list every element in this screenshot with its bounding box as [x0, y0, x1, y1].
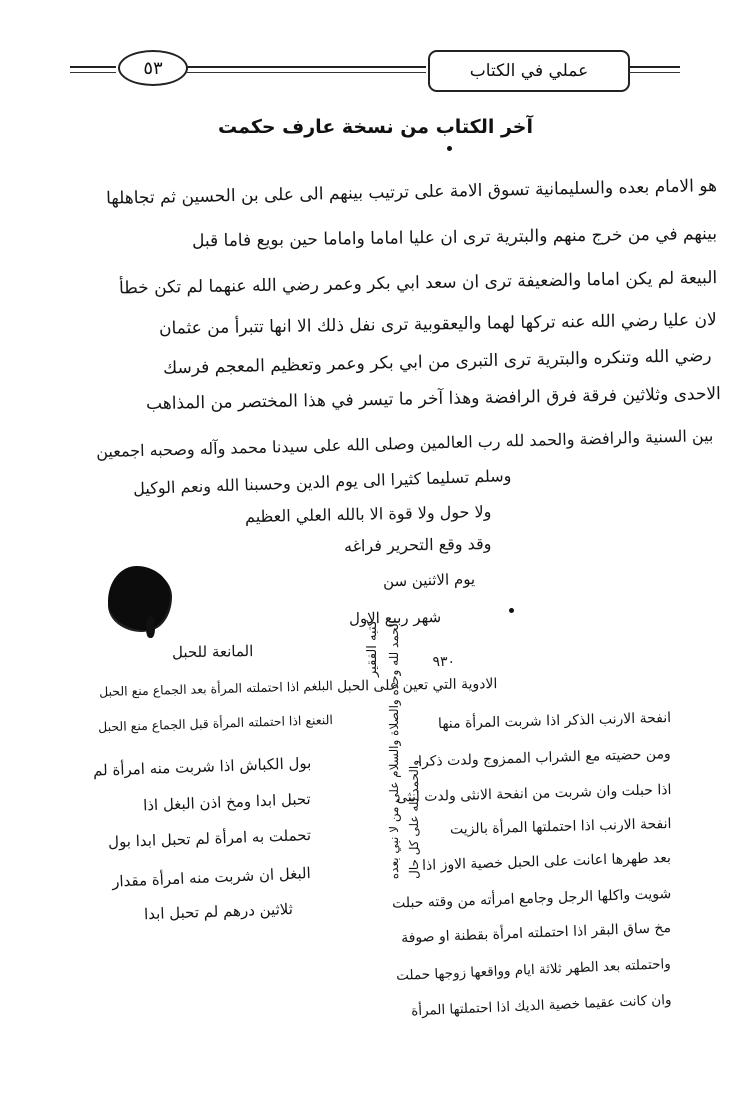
margin-note-line: والحمد لله على كل حال: [407, 760, 421, 879]
section-title: آخر الكتاب من نسخة عارف حكمت: [217, 116, 534, 138]
margin-note-line: كتبه الفقير: [365, 620, 380, 677]
manuscript-line: الاحدى وثلاثين فرقة فرق الرافضة وهذا آخر ما تيسر في هذا المختصر من المذاهب: [146, 384, 722, 415]
manuscript-line: رضي الله وتنكره والبترية ترى التبرى من ابي بكر وعمر وتعظيم المعجم فرسك: [162, 346, 712, 379]
right-note-line: شويت واكلها الرجل وجامع امرأته من وقته حبلت: [391, 886, 672, 912]
margin-note-line: الحمد لله وحده والصلاة والسلام على من لا نبي بعده: [387, 620, 401, 880]
book-title: عملي في الكتاب: [428, 50, 630, 92]
left-note-line: ثلاثين درهم لم تحبل ابدا: [143, 900, 294, 924]
manuscript-line: بينهم في من خرج منهم والبترية ترى ان عليا اماما واماما حين بويع فاما قبل: [191, 224, 718, 252]
left-note-line: البغل ان شربت منه امرأة مقدار: [112, 864, 312, 891]
right-note-line: واحتملته بعد الطهر ثلاثة ايام وواقعها زوجها حملت: [396, 956, 672, 984]
right-note-line: الادوية التي تعين على الحبل: [336, 676, 498, 695]
right-note-line: مخ ساق البقر اذا احتملته امرأة بقطنة او صوفة: [400, 920, 672, 947]
manuscript-dot: [509, 608, 514, 613]
left-note-line: تحبل ابدا ومخ اذن البغل اذا: [143, 790, 312, 815]
manuscript-line: لان عليا رضي الله عنه تركها لهما واليعقوبية ترى نفل ذلك الا انها تتبرأ من عثمان: [159, 310, 718, 339]
left-note-line: النعنع اذا احتملته المرأة قبل الجماع منع الحبل: [98, 712, 334, 735]
page-header: [0, 0, 751, 110]
right-note-line: بعد طهرها اعانت على الحبل خصية الاوز اذا: [421, 850, 672, 874]
manuscript-scan: [0, 150, 751, 1070]
right-note-line: اذا حبلت وان شربت من انفحة الانثى ولدت انثى: [395, 782, 672, 806]
left-note-line: البلغم اذا احتملته المرأة بعد الجماع منع الحبل: [99, 678, 334, 700]
right-note-line: انفحة الارنب اذا احتملتها المرأة بالزيت: [449, 816, 672, 838]
right-note-line: انفحة الارنب الذكر اذا شربت المرأة منها: [437, 710, 672, 733]
header-rule-left-inner: [70, 72, 116, 73]
right-note-line: ومن حضيته مع الشراب الممزوج ولدت ذكرا: [418, 746, 672, 770]
header-rule-middle-inner: [186, 72, 426, 73]
header-rule-middle-outer: [186, 66, 426, 68]
manuscript-line: بين السنية والرافضة والحمد لله رب العالمين وصلى الله على سيدنا محمد وآله وصحبه اجمعين: [95, 426, 714, 462]
page-number: ٥٣: [118, 50, 188, 86]
manuscript-line: وسلم تسليما كثيرا الى يوم الدين وحسبنا الله ونعم الوكيل: [132, 466, 512, 499]
manuscript-line: البيعة لم يكن اماما والضعيفة ترى ان سعد ابي بكر وعمر رضي الله عنهما لم تكن خطأ: [118, 268, 718, 299]
left-note-line: بول الكباش اذا شربت منه امرأة لم: [92, 754, 312, 780]
left-note-line: تحملت به امرأة لم تحبل ابدا بول: [107, 826, 312, 852]
header-rule-left-outer: [70, 66, 116, 68]
header-rule-right-inner: [628, 72, 680, 73]
manuscript-line: شهر ربيع الاول: [348, 608, 442, 628]
header-rule-right-outer: [628, 66, 680, 68]
right-note-year: ٩٣٠: [432, 654, 455, 670]
ink-stamp: [108, 566, 170, 630]
manuscript-line: وقد وقع التحرير فراغه: [343, 534, 492, 556]
manuscript-line: يوم الاثنين سن: [382, 570, 476, 591]
manuscript-line: هو الامام بعده والسليمانية تسوق الامة على ترتيب بينهم الى على بن الحسين ثم تجاهلها: [105, 176, 718, 209]
left-note-heading: المانعة للحبل: [171, 642, 254, 662]
right-note-line: وان كانت عقيما خصية الديك اذا احتملتها المرأة: [410, 992, 672, 1020]
manuscript-line: ولا حول ولا قوة الا بالله العلي العظيم: [244, 502, 492, 527]
